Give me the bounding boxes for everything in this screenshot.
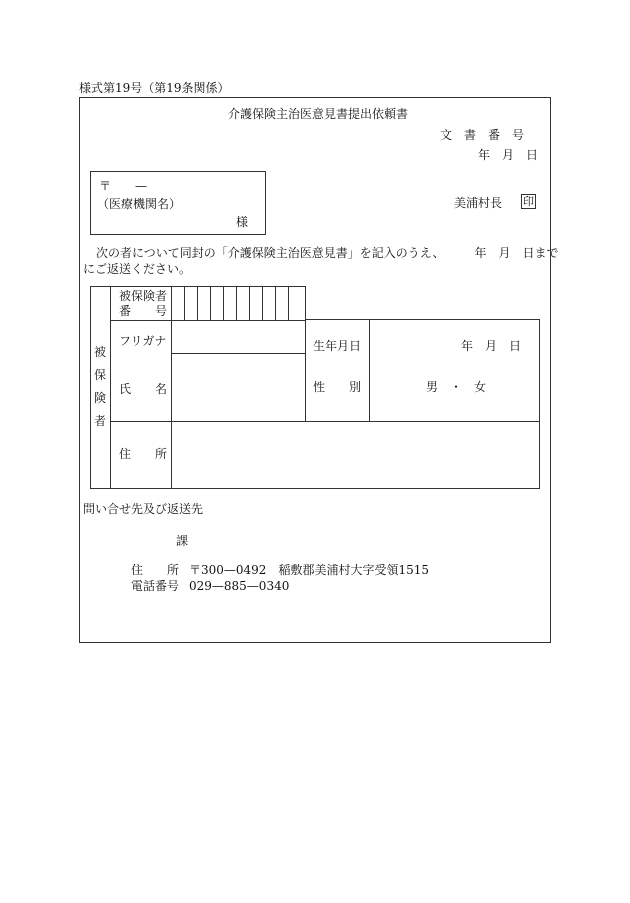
request-text-line-1: 次の者について同封の「介護保険主治医意見書」を記入のうえ、 年 月 日まで <box>96 246 559 260</box>
institution-name-label: （医療機関名） <box>97 197 182 211</box>
honorific-label: 様 <box>236 215 249 229</box>
sex-value: 男 ・ 女 <box>426 380 487 394</box>
insured-side-label-4: 者 <box>93 414 106 428</box>
sender-title: 美浦村長 <box>454 196 503 210</box>
request-text-line-2: にご返送ください。 <box>83 262 192 276</box>
date-label: 年 月 日 <box>478 148 539 162</box>
birthdate-value: 年 月 日 <box>461 339 522 353</box>
birthdate-label: 生年月日 <box>313 339 362 353</box>
address-label: 住 所 <box>119 447 168 461</box>
contact-phone-value: 029—885—0340 <box>189 579 290 593</box>
contact-phone-label: 電話番号 <box>131 579 180 593</box>
insured-side-label-1: 被 <box>93 345 106 359</box>
insured-side-label-3: 険 <box>93 391 106 405</box>
postal-mark: 〒 — <box>99 179 148 193</box>
document-number-label: 文 書 番 号 <box>440 128 525 142</box>
contact-heading: 問い合せ先及び返送先 <box>83 502 204 516</box>
insured-side-label-2: 保 <box>93 368 106 382</box>
furigana-label: フリガナ <box>119 334 167 348</box>
contact-address-value: 〒300—0492 稲敷郡美浦村大字受領1515 <box>189 563 429 577</box>
section-suffix: 課 <box>176 534 189 548</box>
contact-address-label: 住 所 <box>131 563 180 577</box>
form-header: 様式第19号（第19条関係） <box>79 81 230 95</box>
document-title: 介護保険主治医意見書提出依頼書 <box>228 107 409 121</box>
sex-label: 性 別 <box>313 380 362 394</box>
seal-mark: 印 <box>523 195 534 208</box>
name-label: 氏 名 <box>119 382 168 396</box>
insured-number-label: 被保険者 <box>119 289 168 303</box>
insured-number-label-2: 番 号 <box>119 304 168 318</box>
